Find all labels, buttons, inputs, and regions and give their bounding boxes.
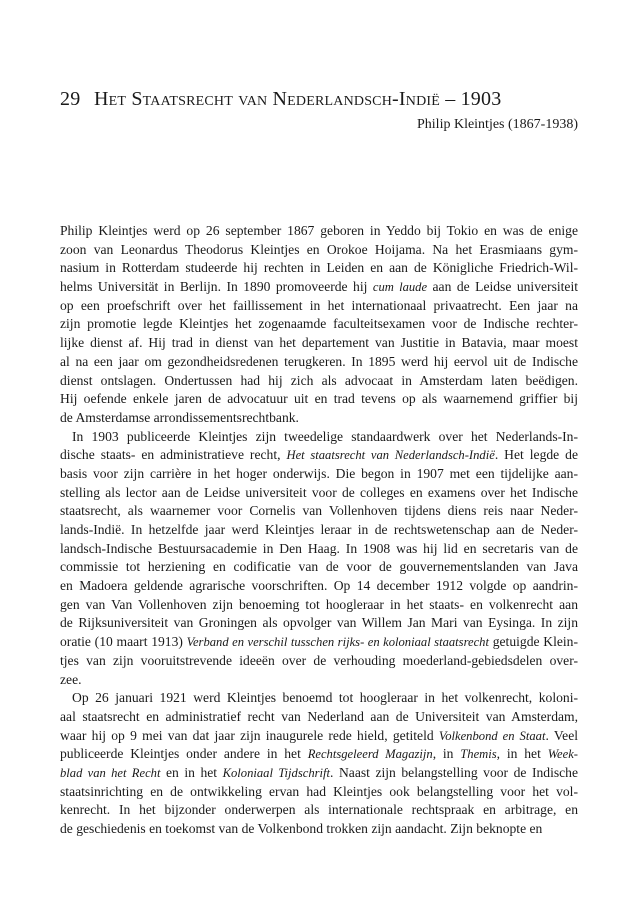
body-text [60,222,578,839]
text-run: , in [432,746,461,762]
text-run: lijke dienst af. Hij trad in dienst van het departement van Justitie in Batavia, maar moest [60,335,578,351]
text-run: , in het [496,746,548,762]
text-line [60,708,578,727]
text-line [60,353,578,372]
text-run: landsch-Indische Bestuursacademie in Den Haag. In 1908 was hij lid en secretaris van de [60,540,578,556]
text-run: tjes van zijn vooruitstrevende ideeën over de verhouding moederland-gebiedsdelen over- [60,652,578,668]
chapter-number: 29 [60,88,81,110]
text-run: lands-Indië. In hetzelfde jaar werd Kleintjes leraar in de rechtswetenschap aan de Neder- [60,522,578,537]
italic-title: Week- [547,747,578,762]
text-line [60,801,578,820]
text-run: en in het [160,764,223,780]
text-line [60,409,578,428]
text-line [60,614,578,633]
text-run: zoon van Leonardus Theodorus Kleintjes en Orokoe Hoijama. Na het Erasmiaans gym- [60,241,578,257]
text-line [60,278,578,297]
text-run: . Veel [545,727,579,743]
text-run: aal staatsrecht en administratief recht van Nederland aan de Universiteit van Amsterdam, [60,708,578,724]
text-line [60,241,578,260]
text-line [60,222,578,241]
text-run: op een proefschrift over het faillissement in het internationaal privaatrecht. Een jaar na [60,297,578,313]
text-run: helms Universität in Berlijn. In 1890 promoveerde hij [60,279,373,295]
text-line [60,820,578,839]
text-run: al na een jaar om gezondheidsredenen terugkeren. In 1895 werd hij eervol uit de Indische [60,353,578,369]
text-line [60,428,578,447]
text-run: oratie (10 maart 1913) [60,634,187,650]
paragraph [60,222,578,428]
text-line [60,596,578,615]
text-line [60,764,578,783]
italic-title: Het staatsrecht van Nederlandsch-Indië [286,448,495,463]
text-run: de Amsterdamse arrondissementsrechtbank. [60,409,299,425]
text-run: staatsinrichting en de ontwikkeling ervan had Kleintjes ook belangstelling voor het vol- [60,783,578,799]
text-line [60,727,578,746]
text-line [60,689,578,708]
text-line [60,633,578,652]
text-line [60,446,578,465]
paragraph [60,689,578,839]
text-run: In 1903 publiceerde Kleintjes zijn tweedelige standaardwerk over het Nederlands-In- [72,428,578,444]
text-line [60,783,578,802]
text-line [60,652,578,671]
chapter-title: Het Staatsrecht van Nederlandsch-Indië – 1903 [94,88,502,110]
text-run: dische staats- en administratieve recht, [60,447,287,463]
text-run: getuigde Klein- [488,634,578,650]
text-run: zijn promotie legde Kleintjes het zogenaamde faculteitsexamen voor de Indische rechter- [60,316,578,332]
italic-title: Koloniaal Tijdschrift [222,765,331,780]
text-run: kenrecht. In het bijzonder onderwerpen als internationale rechtspraak en arbitrage, en [60,802,578,818]
text-line [60,372,578,391]
text-run: . Naast zijn belangstelling voor de Indische [330,764,578,780]
italic-title: cum laude [372,280,428,295]
text-run: aan de Leidse universiteit [427,279,578,295]
text-run: staatsrecht, als waarnemer voor Cornelis van Vollenhoven tijdens diens reis naar Neder- [60,503,578,519]
text-run: Hij oefende enkele jaren de advocatuur uit en trad tevens op als waarnemend griffier bij [60,391,578,407]
text-run: basis voor zijn carrière in het hoger onderwijs. Die begon in 1907 met een tijdelijke aan- [60,465,578,481]
text-run: zee. [60,671,82,687]
text-line [60,671,578,690]
text-run: de geschiedenis en toekomst van de Volkenbond trokken zijn aandacht. Zijn beknopte en [60,821,543,836]
text-run: gen van Van Vollenhoven zijn benoeming tot hoogleraar in het staats- en volkenrecht aan [60,596,578,612]
italic-title: Volkenbond en Staat [438,728,546,743]
text-run: nasium in Rotterdam studeerde hij rechten in Leiden en aan de Königliche Friedrich-Wil- [60,260,578,276]
text-line [60,540,578,559]
text-run: . Het legde de [494,447,578,463]
text-run: Philip Kleintjes werd op 26 september 1867 geboren in Yeddo bij Tokio en was de enige [60,223,578,238]
text-run: commissie tot herziening en codificatie van de voor de gouvernementslanden van Java [60,559,578,575]
chapter-heading [60,86,580,112]
text-line [60,484,578,503]
text-run: de Rijksuniversiteit van Groningen als opvolger van Willem Jan Mari van Eysinga. In zijn [60,615,578,631]
text-run: waar hij op 9 mei van dat jaar zijn inaugurele rede hield, getiteld [60,727,439,743]
text-line [60,315,578,334]
text-line [60,334,578,353]
text-line [60,521,578,540]
text-run: dienst ontslagen. Ondertussen had hij zich als advocaat in Amsterdam laten beëdigen. [60,372,578,388]
paragraph [60,428,578,690]
text-line [60,745,578,764]
chapter-author: Philip Kleintjes (1867-1938) [417,117,578,132]
italic-title: Verband en verschil tusschen rijks- en koloniaal staatsrecht [186,635,489,650]
italic-title: Themis [460,747,497,762]
text-line [60,390,578,409]
italic-title: Rechtsgeleerd Magazijn [307,747,433,762]
text-run: en Madoera geldende agrarische voorschriften. Op 14 december 1912 volgde op aandrin- [60,578,578,594]
text-line [60,558,578,577]
text-line [60,259,578,278]
text-run: stelling als lector aan de Leidse universiteit voor de colleges en examens over het Indische [60,484,578,500]
text-run: Op 26 januari 1921 werd Kleintjes benoemd tot hoogleraar in het volkenrecht, koloni- [72,690,578,706]
text-run: publiceerde Kleintjes onder andere in het [60,746,308,762]
italic-title: blad van het Recht [60,765,161,780]
text-line [60,297,578,316]
text-line [60,465,578,484]
text-line [60,577,578,596]
text-line [60,502,578,521]
